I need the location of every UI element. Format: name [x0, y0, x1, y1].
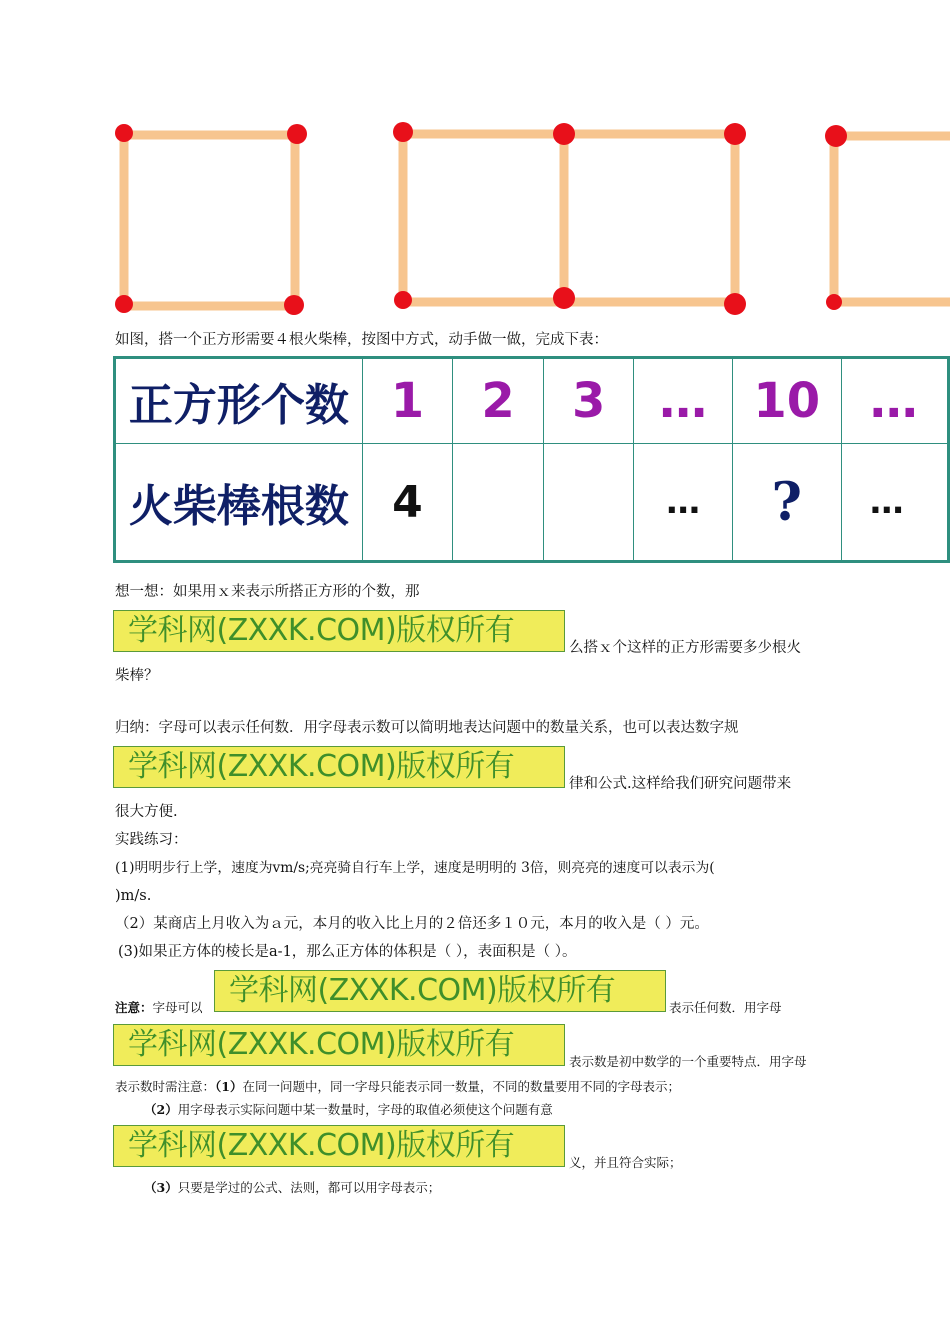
match-head [826, 294, 842, 310]
match-head [724, 293, 746, 315]
note-line-5-tail: 义，并且符合实际； [569, 1155, 682, 1170]
practice-q1-line-2: )m/s. [115, 888, 152, 904]
watermark-banner: 学科网(ZXXK.COM)版权所有 [113, 1024, 565, 1066]
note-text: 在同一问题中，同一字母只能表示同一数量，不同的数量要用不同的字母表示； [242, 1079, 680, 1094]
practice-q3: (3)如果正方体的棱长是a-1，那么正方体的体积是（ ），表面积是（ ）。 [118, 944, 577, 960]
three-square-figure-partial [834, 136, 950, 302]
watermark-banner: 学科网(ZXXK.COM)版权所有 [113, 610, 565, 652]
note-number: （2） [144, 1102, 178, 1117]
table-cell: 10 [732, 358, 841, 444]
note-number: （3） [144, 1180, 178, 1195]
two-square-figure [403, 134, 735, 302]
table-cell: … [841, 444, 948, 562]
watermark-banner: 学科网(ZXXK.COM)版权所有 [113, 746, 565, 788]
summary-line-2: 律和公式.这样给我们研究问题带来 [569, 776, 792, 792]
practice-title: 实践练习： [115, 832, 188, 848]
practice-q2: （2）某商店上月收入为ａ元，本月的收入比上月的２倍还多１０元，本月的收入是（ ）元。 [115, 916, 709, 932]
match-head [115, 295, 133, 313]
note-line-6 [144, 1179, 440, 1197]
summary-line-3: 很大方便. [115, 804, 178, 820]
match-head [553, 287, 575, 309]
match-head [284, 295, 304, 315]
summary-line-1: 归纳：字母可以表示任何数．用字母表示数可以简明地表达问题中的数量关系，也可以表达数字规 [115, 720, 739, 736]
one-square-figure [124, 135, 296, 306]
note-line-1-head [115, 999, 203, 1017]
note-text: 表示数时需注意： [115, 1079, 216, 1094]
table-cell: … [841, 358, 948, 444]
match-head [115, 124, 133, 142]
note-text: 用字母表示实际问题中某一数量时，字母的取值必须使这个问题有意 [177, 1102, 553, 1117]
match-head [287, 124, 307, 144]
watermark-banner: 学科网(ZXXK.COM)版权所有 [214, 970, 666, 1012]
match-head [825, 125, 847, 147]
row2-label: 火柴棒根数 [115, 444, 363, 562]
table-cell: 4 [362, 444, 453, 562]
table-cell: … [634, 358, 732, 444]
note-text: 只要是学过的公式、法则，都可以用字母表示； [177, 1180, 441, 1195]
table-cell: … [634, 444, 732, 562]
table-cell: 3 [543, 358, 634, 444]
note-number: （1） [215, 1079, 243, 1094]
match-head [394, 291, 412, 309]
matchstick-table [113, 356, 950, 563]
table-cell [453, 444, 544, 562]
table-cell [543, 444, 634, 562]
figure-caption: 如图，搭一个正方形需要４根火柴棒，按图中方式，动手做一做，完成下表： [115, 332, 608, 348]
note-text: 字母可以 [152, 1000, 203, 1015]
watermark-banner: 学科网(ZXXK.COM)版权所有 [113, 1125, 565, 1167]
row1-label: 正方形个数 [115, 358, 363, 444]
think-line-2: 么搭ｘ个这样的正方形需要多少根火 [569, 640, 801, 656]
practice-q1-line-1: (1)明明步行上学，速度为vm/s;亮亮骑自行车上学，速度是明明的 3倍，则亮亮的速度可以表示为( [115, 860, 715, 876]
think-line-1: 想一想：如果用ｘ来表示所搭正方形的个数，那 [115, 584, 420, 600]
note-line-1-tail: 表示任何数．用字母 [669, 1000, 782, 1015]
match-head [393, 122, 413, 142]
think-line-3: 柴棒？ [115, 668, 159, 684]
note-line-2-tail: 表示数是初中数学的一个重要特点．用字母 [569, 1054, 807, 1069]
matchstick-figures [0, 110, 950, 325]
table-cell: 1 [362, 358, 453, 444]
match-head [553, 123, 575, 145]
note-line-3 [115, 1078, 680, 1096]
note-label: 注意： [115, 1000, 153, 1015]
table-cell: 2 [453, 358, 544, 444]
question-mark: ? [732, 444, 841, 562]
note-line-4 [144, 1101, 553, 1119]
match-head [724, 123, 746, 145]
